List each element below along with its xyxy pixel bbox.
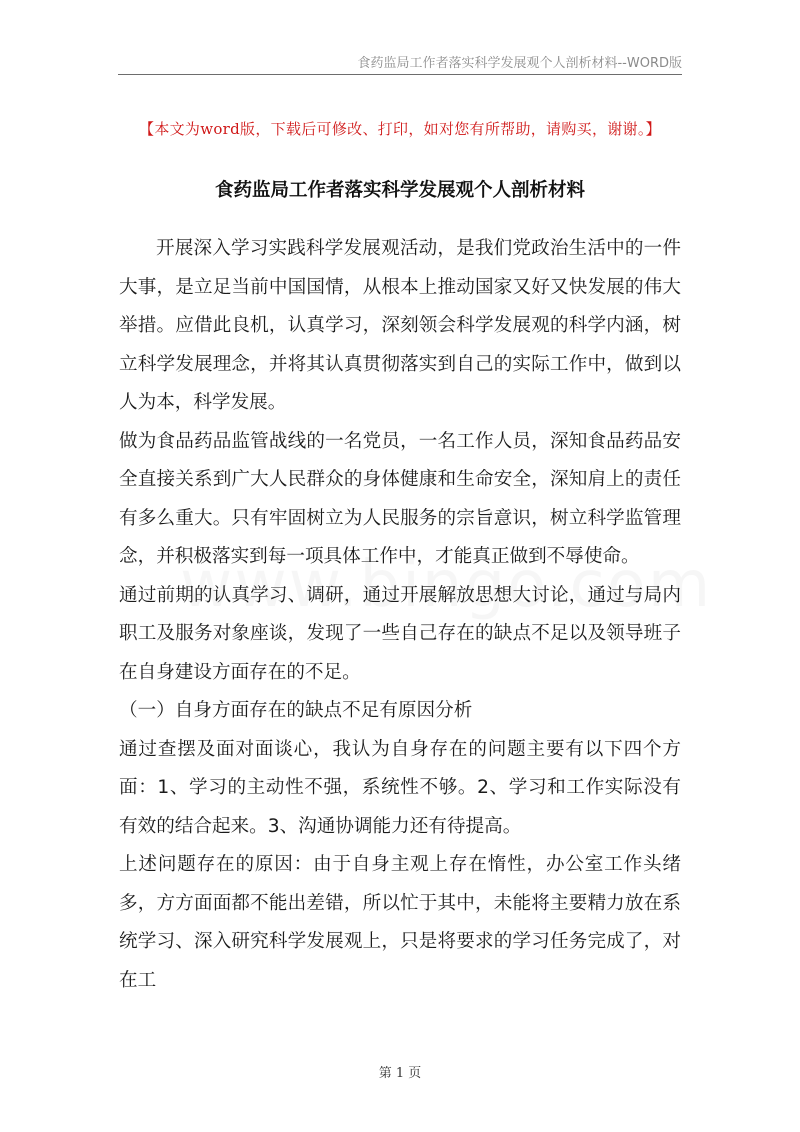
paragraph: 上述问题存在的原因：由于自身主观上存在惰性，办公室工作头绪多，方方面面都不能出差错，所以忙于其中，未能将主要精力放在系统学习、深入研究科学发展观上，只是将要求的学习任务完成了，对在工 xyxy=(119,854,681,991)
page-number: 第 1 页 xyxy=(378,1066,422,1081)
document-title: 食药监局工作者落实科学发展观个人剖析材料 xyxy=(214,180,585,201)
running-header: 食药监局工作者落实科学发展观个人剖析材料--WORD版 xyxy=(357,56,682,71)
paragraph: 通过查摆及面对面谈心，我认为自身存在的问题主要有以下四个方面：1、学习的主动性不强，系统性不够。2、学习和工作实际没有有效的结合起来。3、沟通协调能力还有待提高。 xyxy=(119,738,681,837)
section-heading: （一）自身方面存在的缺点不足有原因分析 xyxy=(119,700,473,721)
paragraph: 开展深入学习实践科学发展观活动，是我们党政治生活中的一件大事，是立足当前中国国情，从根本上推动国家又好又快发展的伟大举措。应借此良机，认真学习，深刻领会科学发展观的科学内涵，树立科学发展理念，并将其认真贯彻落实到自己的实际工作中，做到以人为本，科学发展。 xyxy=(119,238,681,413)
paragraph: 做为食品药品监管战线的一名党员，一名工作人员，深知食品药品安全直接关系到广大人民群众的身体健康和生命安全，深知肩上的责任有多么重大。只有牢固树立为人民服务的宗旨意识，树立科学监管理念，并积极落实到每一项具体工作中，才能真正做到不辱使命。 xyxy=(119,430,681,567)
header-divider xyxy=(118,74,682,75)
document-body xyxy=(119,230,681,1000)
paragraph: 通过前期的认真学习、调研，通过开展解放思想大讨论，通过与局内职工及服务对象座谈，发现了一些自己存在的缺点不足以及领导班子在自身建设方面存在的不足。 xyxy=(119,584,681,683)
download-notice: 【本文为word版，下载后可修改、打印，如对您有所帮助，请购买，谢谢。】 xyxy=(139,120,661,138)
